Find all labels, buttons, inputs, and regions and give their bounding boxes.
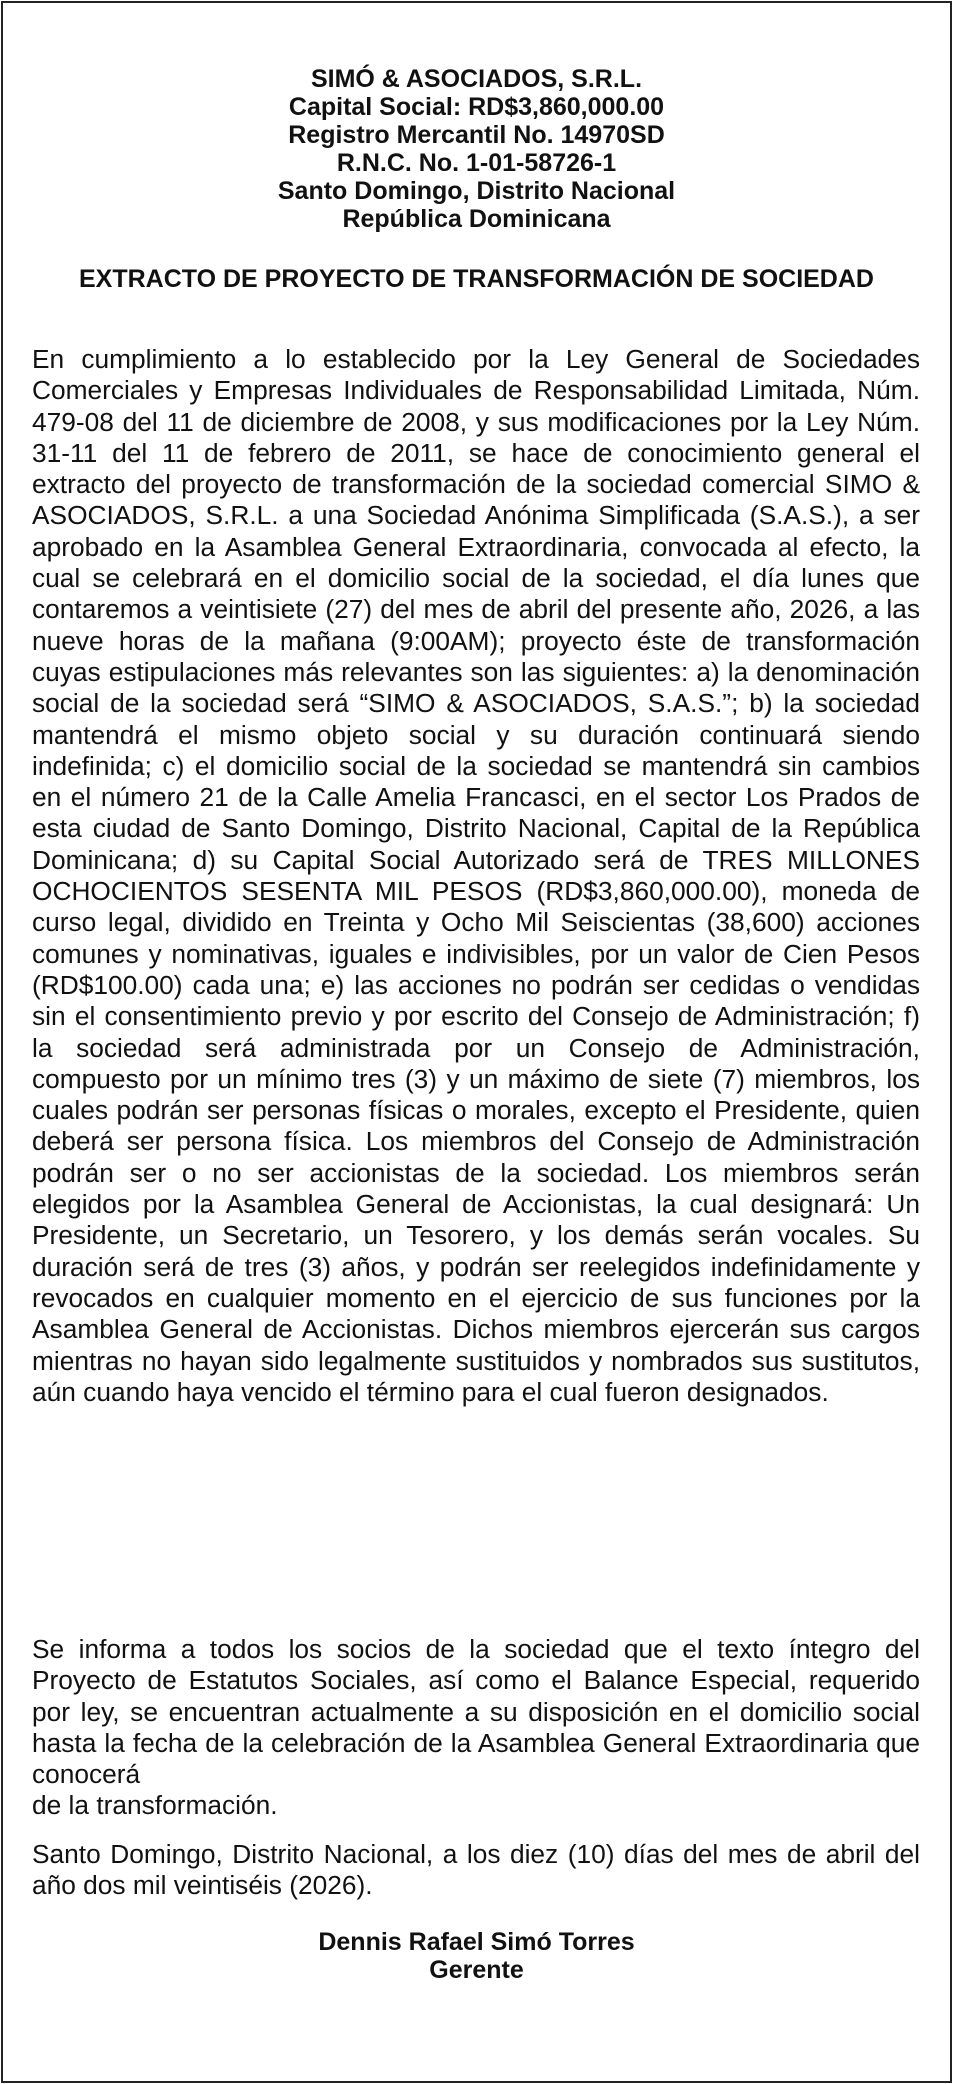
signature-block (0, 1928, 953, 1984)
company-country: República Dominicana (342, 205, 611, 233)
notice-paragraph-2-end: de la transformación. (32, 1790, 278, 1821)
company-rnc: R.N.C. No. 1-01-58726-1 (336, 149, 617, 177)
company-registry: Registro Mercantil No. 14970SD (288, 121, 665, 149)
notice-title: EXTRACTO DE PROYECTO DE TRANSFORMACIÓN DE SOCIEDAD (79, 265, 874, 293)
notice-paragraph-1: En cumplimiento a lo establecido por la Ley General de Sociedades Comerciales y Empresas Individuales de Responsabilidad Limitada, Núm. 479-08 del 11 de diciembre de 2008, y sus modificaciones por la Ley Núm. 31-11 del 11 de febrero de 2011, se hace de conocimiento general el extracto del proyecto de transformación de la sociedad comercial SIMO & ASOCIADOS, S.R.L. a una Sociedad Anónima Simplificada (S.A.S.), a ser aprobado en la Asamblea General Extraordinaria, convocada al efecto, la cual se celebrará en el domicilio social de la sociedad, el día lunes que contaremos a veintisiete (27) del mes de abril del presente año, 2026, a las nueve horas de la mañana (9:00AM); proyecto éste de transformación cuyas estipulaciones más relevantes son las siguientes: a) la denominación social de la sociedad será “SIMO & ASOCIADOS, S.A.S.”; b) la sociedad mantendrá el mismo objeto social y su duración continuará siendo indefinida; c) el domicilio social de la sociedad se mantendrá sin cambios en el número 21 de la Calle Amelia Francasci, en el sector Los Prados de esta ciudad de Santo Domingo, Distrito Nacional, Capital de la República Dominicana; d) su Capital Social Autorizado será de TRES MILLONES OCHOCIENTOS SESENTA MIL PESOS (RD$3,860,000.00), moneda de curso legal, dividido en Treinta y Ocho Mil Seiscientas (38,600) acciones comunes y nominativas, iguales e indivisibles, por un valor de Cien Pesos (RD$100.00) cada una; e) las acciones no podrán ser cedidas o vendidas sin el consentimiento previo y por escrito del Consejo de Administración; f) la sociedad será administrada por un Consejo de Administración, compuesto por un mínimo tres (3) y un máximo de siete (7) miembros, los cuales podrán ser personas físicas o morales, excepto el Presidente, quien deberá ser persona física. Los miembros del Consejo de Administración podrán ser o no ser accionistas de la sociedad. Los miembros serán elegidos por la Asamblea General de Accionistas, la cual designará: Un Presidente, un Secretario, un Tesorero, y los demás serán vocales. Su duración será de tres (3) años, y podrán ser reelegidos indefinidamente y revocados en cualquier momento en el ejercicio de sus funciones por la Asamblea General de Accionistas. Dichos miembros ejercerán sus cargos mientras no hayan sido legalmente sustituidos y nombrados sus sustitutos, aún cuando haya vencido el término para el cual fueron designados. (32, 344, 920, 1407)
notice-paragraph-2-main: Se informa a todos los socios de la sociedad que el texto íntegro del Proyecto de Estatutos Sociales, así como el Balance Especial, requerido por ley, se encuentran actualmente a su disposición en el domicilio social hasta la fecha de la celebración de la Asamblea General Extraordinaria que conocerá (32, 1634, 920, 1790)
company-header (0, 65, 953, 233)
signer-role: Gerente (429, 1956, 524, 1984)
company-city: Santo Domingo, Distrito Nacional (277, 177, 676, 205)
company-name: SIMÓ & ASOCIADOS, S.R.L. (310, 65, 643, 93)
signer-name: Dennis Rafael Simó Torres (318, 1928, 635, 1956)
company-capital: Capital Social: RD$3,860,000.00 (288, 93, 665, 121)
notice-date-paragraph: Santo Domingo, Distrito Nacional, a los diez (10) días del mes de abril del año dos mil veintiséis (2026). (32, 1839, 920, 1901)
notice-paragraph-2 (32, 1634, 920, 1822)
